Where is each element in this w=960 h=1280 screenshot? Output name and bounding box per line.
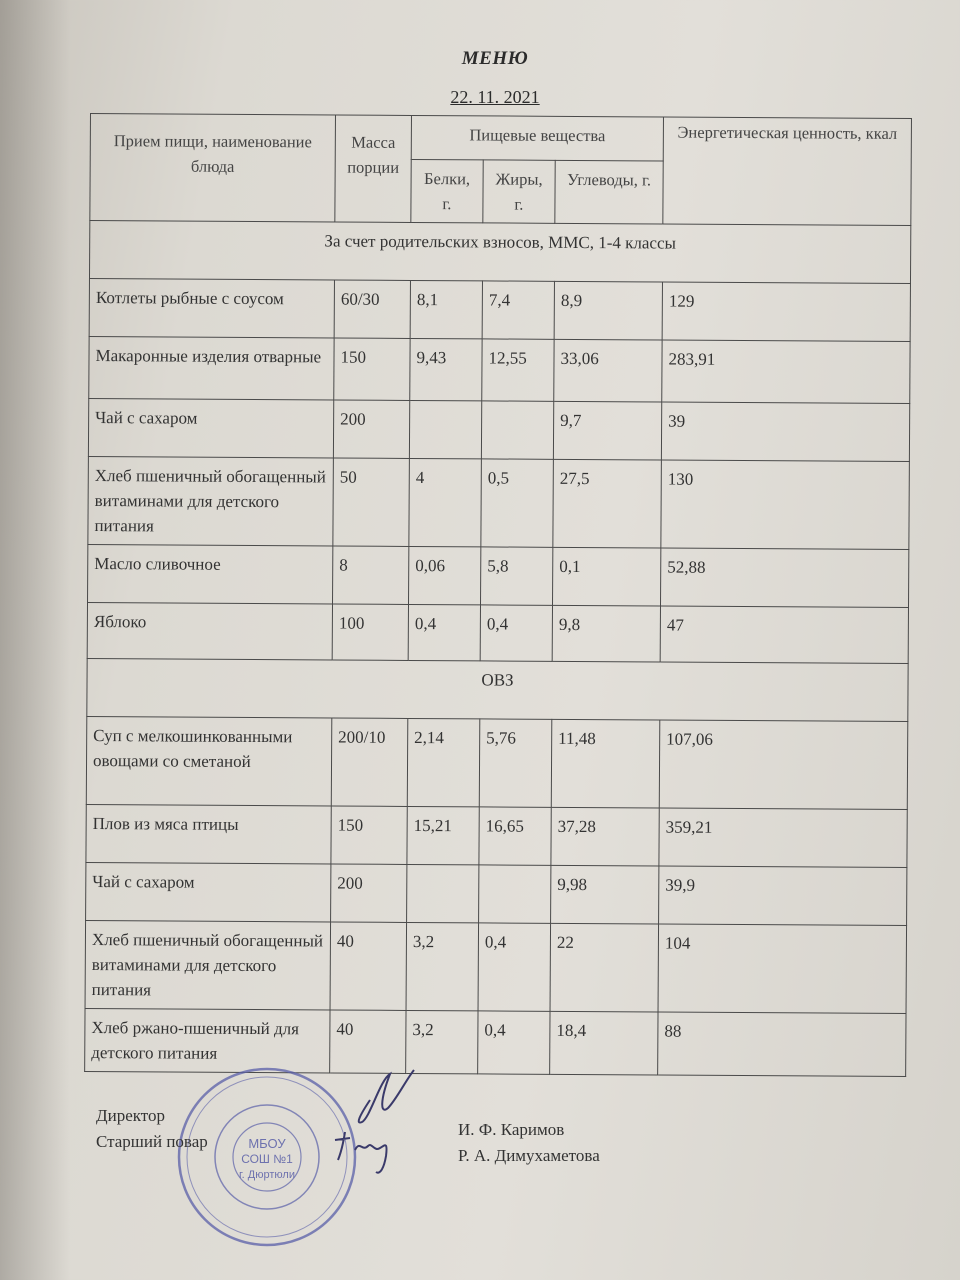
cell-mass: 60/30: [334, 280, 410, 338]
header-protein: Белки, г.: [411, 159, 483, 222]
table-row: [88, 398, 909, 461]
cell-energy: 104: [658, 924, 907, 1014]
handwritten-signature: [310, 1060, 430, 1180]
menu-body: [85, 221, 911, 1077]
section-title: ОВЗ: [87, 658, 908, 721]
cell-name: Хлеб пшеничный обогащенный витаминами для детского питания: [85, 920, 331, 1009]
cell-energy: 107,06: [659, 720, 908, 810]
cell-protein: 0,4: [408, 604, 480, 660]
cell-mass: 200/10: [331, 718, 408, 806]
document-date: 22. 11. 2021: [450, 87, 540, 107]
header-fat: Жиры, г.: [483, 160, 555, 223]
cell-fat: 12,55: [482, 339, 554, 401]
cell-fat: 7,4: [482, 281, 554, 339]
cell-name: Хлеб пшеничный обогащенный витаминами для детского питания: [88, 456, 334, 545]
section-row: [89, 221, 910, 284]
cell-energy: 129: [662, 282, 910, 342]
cell-carbs: 18,4: [550, 1011, 658, 1075]
header-energy: Энергетическая ценность, ккал: [663, 117, 912, 226]
cell-protein: 9,43: [410, 338, 482, 400]
cell-protein: 15,21: [407, 806, 479, 864]
cell-fat: 0,4: [480, 605, 552, 661]
stamp-line-1: МБОУ: [248, 1136, 286, 1151]
cell-carbs: 22: [550, 923, 659, 1012]
cell-name: Чай с сахаром: [86, 862, 331, 921]
cell-name: Хлеб ржано-пшеничный для детского питания: [85, 1008, 330, 1072]
table-row: [86, 716, 908, 809]
cell-fat: [479, 865, 551, 923]
stamp-line-3: г. Дюртюли: [239, 1169, 295, 1181]
cell-protein: 2,14: [407, 718, 480, 806]
cell-carbs: 33,06: [554, 339, 662, 402]
cell-mass: 200: [333, 400, 409, 458]
cell-name: Яблоко: [87, 602, 332, 659]
cell-fat: 5,76: [479, 719, 552, 807]
cell-carbs: 8,9: [554, 281, 662, 340]
cell-name: Масло сливочное: [88, 544, 333, 603]
cell-name: Макаронные изделия отварные: [89, 336, 334, 399]
table-row: [85, 920, 907, 1013]
cell-carbs: 0,1: [553, 547, 661, 606]
cell-mass: 8: [333, 546, 409, 604]
director-role: Директор: [96, 1106, 165, 1125]
cell-energy: 359,21: [659, 808, 907, 868]
header-mass: Масса порции: [335, 115, 412, 222]
header-nutrients: Пищевые вещества: [411, 115, 663, 161]
cell-fat: 0,4: [478, 923, 551, 1011]
cell-carbs: 9,8: [552, 605, 660, 662]
header-carbs: Углеводы, г.: [555, 160, 663, 224]
cell-fat: 0,4: [478, 1011, 550, 1074]
cell-carbs: 37,28: [551, 807, 659, 866]
table-row: [87, 602, 908, 663]
cell-mass: 40: [330, 922, 407, 1010]
cell-name: Котлеты рыбные с соусом: [89, 278, 334, 337]
table-row: [89, 336, 910, 403]
stamp-line-2: СОШ №1: [241, 1152, 293, 1166]
cell-energy: 52,88: [660, 548, 908, 608]
page-shadow: [0, 0, 70, 1280]
document-title: МЕНЮ: [461, 48, 529, 69]
cell-energy: 39,9: [659, 866, 907, 926]
cell-mass: 150: [334, 338, 410, 400]
cell-carbs: 9,98: [551, 865, 659, 924]
cell-name: Плов из мяса птицы: [86, 804, 331, 863]
table-row: [88, 456, 910, 549]
cell-energy: 39: [661, 402, 909, 462]
cell-mass: 100: [332, 604, 408, 660]
cell-mass: 40: [330, 1010, 406, 1073]
cell-fat: [481, 401, 553, 459]
cell-protein: 0,06: [409, 546, 481, 604]
chef-name: Р. А. Димухаметова: [458, 1146, 600, 1165]
cell-name: Чай с сахаром: [88, 398, 333, 457]
section-row: [87, 658, 908, 721]
cell-protein: 8,1: [410, 280, 482, 338]
director-name: И. Ф. Каримов: [458, 1120, 565, 1139]
cell-protein: [409, 400, 481, 458]
cell-mass: 150: [331, 806, 407, 864]
cell-carbs: 27,5: [553, 459, 662, 548]
cell-protein: [407, 864, 479, 922]
cell-fat: 16,65: [479, 807, 551, 865]
section-title: За счет родительских взносов, ММС, 1-4 классы: [89, 221, 910, 284]
cell-protein: 3,2: [406, 922, 479, 1010]
header-meal: Прием пищи, наименование блюда: [90, 114, 336, 222]
cell-name: Суп с мелкошинкованными овощами со сметаной: [86, 716, 332, 805]
cell-carbs: 9,7: [553, 401, 661, 460]
cell-energy: 130: [661, 460, 910, 550]
table-row: [89, 278, 910, 341]
signature-roles: [96, 1103, 208, 1155]
cell-fat: 0,5: [481, 459, 554, 547]
table-row: [86, 862, 907, 925]
table-row: [86, 804, 907, 867]
cell-carbs: 11,48: [551, 719, 660, 808]
chef-role: Старший повар: [96, 1132, 208, 1151]
signature-names: [458, 1117, 600, 1169]
cell-mass: 200: [331, 864, 407, 922]
cell-energy: 88: [658, 1012, 906, 1077]
table-row: [88, 544, 909, 607]
cell-energy: 47: [660, 606, 908, 664]
cell-protein: 3,2: [406, 1010, 478, 1073]
menu-table: [84, 113, 912, 1077]
cell-protein: 4: [409, 458, 482, 546]
cell-energy: 283,91: [662, 340, 910, 404]
cell-fat: 5,8: [481, 547, 553, 605]
cell-mass: 50: [333, 458, 410, 546]
